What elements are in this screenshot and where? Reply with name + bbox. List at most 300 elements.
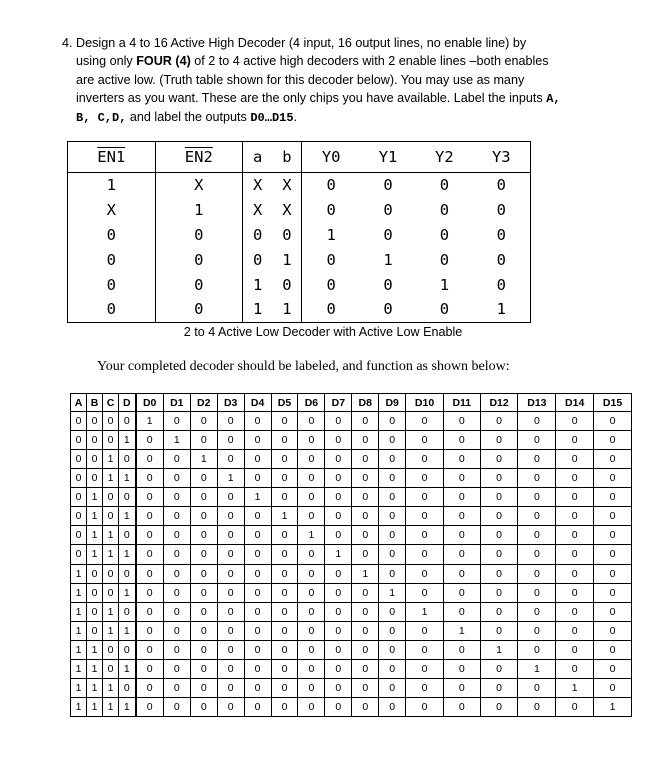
table2-cell: 0	[136, 621, 164, 640]
table2-cell: 0	[217, 621, 244, 640]
table2-cell: 0	[190, 431, 217, 450]
table2-cell: 0	[406, 431, 444, 450]
table1-header-row	[68, 142, 531, 173]
table2-cell: 0	[119, 602, 136, 621]
table2-cell: 0	[556, 564, 594, 583]
table2-cell: 0	[594, 488, 632, 507]
table2-cell: 1	[190, 450, 217, 469]
table2-cell: 0	[406, 488, 444, 507]
table1-cell: 1	[252, 300, 263, 319]
table2-cell: 0	[163, 469, 190, 488]
table1-cell: 0	[326, 250, 336, 269]
table2-cell: 0	[443, 469, 480, 488]
table2-cell: 1	[103, 678, 119, 697]
table2-cell: 1	[119, 507, 136, 526]
header-b: b	[272, 142, 302, 173]
table2-cell: 0	[352, 697, 379, 716]
q-l5-mid: and label the outputs	[126, 110, 251, 125]
table2-cell: 0	[406, 659, 444, 678]
table2-cell: 0	[325, 697, 352, 716]
table2-header-d8: D8	[352, 394, 379, 412]
table2-cell: 0	[594, 602, 632, 621]
table2-cell: 0	[556, 431, 594, 450]
table2-cell: 1	[87, 640, 103, 659]
table2-cell: 0	[325, 488, 352, 507]
table2-cell: 0	[379, 602, 406, 621]
table1-cell: 1	[383, 250, 393, 269]
table1-cell: 0	[155, 272, 243, 297]
table2-cell: 0	[298, 412, 325, 431]
table2-cell: 0	[443, 640, 480, 659]
table2-cell: 0	[594, 583, 632, 602]
table2-cell: 0	[244, 431, 271, 450]
table2-cell: 0	[136, 526, 164, 545]
table2-row	[71, 412, 632, 431]
table2-row	[71, 621, 632, 640]
question-line-4	[62, 89, 602, 108]
table1-cell: 1	[496, 300, 506, 319]
table2-cell: 1	[271, 507, 298, 526]
table2-cell: 1	[87, 545, 103, 564]
table2-cell: 0	[298, 431, 325, 450]
table2-cell: 0	[217, 488, 244, 507]
table2-cell: 1	[71, 621, 87, 640]
table2-cell: 0	[443, 564, 480, 583]
table2-cell: 0	[298, 602, 325, 621]
table1-cell: 0	[383, 201, 393, 220]
table2-header-d0: D0	[136, 394, 164, 412]
table2-cell: 0	[379, 678, 406, 697]
table2-cell: 0	[518, 469, 556, 488]
table2-cell: 1	[87, 697, 103, 716]
table2-row	[71, 602, 632, 621]
table2-row	[71, 640, 632, 659]
table2-cell: 0	[406, 507, 444, 526]
table2-cell: 0	[518, 697, 556, 716]
table2-cell: 0	[271, 431, 298, 450]
table2-cell: 0	[298, 678, 325, 697]
table2-cell: 0	[325, 526, 352, 545]
q-l5-mono2: D0…D15	[250, 111, 294, 126]
table2-cell: 0	[271, 602, 298, 621]
table2-cell: 0	[480, 564, 518, 583]
table2-cell: 0	[518, 507, 556, 526]
table2-cell: 1	[136, 412, 164, 431]
table2-cell: 1	[298, 526, 325, 545]
table2-cell: 0	[556, 450, 594, 469]
table2-cell: 0	[103, 583, 119, 602]
table2-cell: 1	[87, 659, 103, 678]
table1-cell: 0	[383, 275, 393, 294]
table2-cell: 0	[244, 678, 271, 697]
table2-cell: 1	[71, 697, 87, 716]
table2-cell: 0	[518, 488, 556, 507]
table2-header-d3: D3	[217, 394, 244, 412]
table2-cell: 0	[379, 526, 406, 545]
table1-cell: 0	[383, 176, 393, 195]
q-l5-end: .	[293, 110, 298, 125]
table1-cell: X	[252, 176, 263, 195]
table2-cell: 0	[379, 545, 406, 564]
table2-cell: 0	[298, 564, 325, 583]
table2-cell: 1	[71, 678, 87, 697]
table2-cell: 0	[352, 678, 379, 697]
header-a: a	[243, 142, 273, 173]
table2-cell: 1	[119, 469, 136, 488]
table2-row	[71, 488, 632, 507]
table2-cell: 0	[298, 469, 325, 488]
table2-cell: 1	[325, 545, 352, 564]
table1-row	[68, 198, 531, 223]
table2-cell: 0	[163, 697, 190, 716]
table2-cell: 0	[217, 412, 244, 431]
table2-header-b: B	[87, 394, 103, 412]
table2-cell: 0	[406, 583, 444, 602]
table2-row	[71, 450, 632, 469]
table2-cell: 1	[119, 583, 136, 602]
decoder-2to4-truth-table	[67, 141, 531, 323]
table2-cell: 1	[103, 450, 119, 469]
table2-cell: 0	[406, 697, 444, 716]
decoder-4to16-truth-table	[70, 393, 632, 717]
table2-header-d1: D1	[163, 394, 190, 412]
table2-cell: 1	[244, 488, 271, 507]
table2-cell: 0	[190, 412, 217, 431]
table2-cell: 0	[443, 488, 480, 507]
table1-row	[68, 173, 531, 198]
table2-cell: 0	[163, 583, 190, 602]
table1-cell: 0	[68, 272, 156, 297]
table2-cell: 0	[352, 412, 379, 431]
table2-cell: 0	[190, 488, 217, 507]
table2-cell: 1	[379, 583, 406, 602]
table2-cell: 0	[87, 621, 103, 640]
table2-cell: 0	[190, 678, 217, 697]
table2-cell: 0	[87, 564, 103, 583]
table2-cell: 1	[71, 583, 87, 602]
table2-cell: 0	[87, 412, 103, 431]
table2-cell: 0	[136, 659, 164, 678]
table2-cell: 0	[271, 412, 298, 431]
table2-cell: 0	[556, 659, 594, 678]
question-line-1	[62, 34, 602, 52]
table1-cell: 0	[326, 300, 336, 319]
table1-cell: 0	[68, 247, 156, 272]
table2-cell: 0	[325, 659, 352, 678]
table2-row	[71, 583, 632, 602]
table2-cell: 1	[594, 697, 632, 716]
table1-cell: 0	[496, 275, 506, 294]
table2-cell: 0	[556, 507, 594, 526]
table2-cell: 0	[244, 469, 271, 488]
table2-cell: 0	[352, 450, 379, 469]
table2-cell: 0	[379, 697, 406, 716]
table2-header-d: D	[119, 394, 136, 412]
table2-cell: 0	[298, 545, 325, 564]
table2-cell: 1	[119, 659, 136, 678]
table2-cell: 1	[119, 431, 136, 450]
table2-cell: 0	[480, 659, 518, 678]
table2-cell: 0	[594, 412, 632, 431]
table2-cell: 0	[406, 526, 444, 545]
table2-cell: 0	[325, 583, 352, 602]
table1-cell: 0	[252, 225, 263, 244]
table2-row	[71, 526, 632, 545]
table2-cell: 0	[594, 621, 632, 640]
table2-cell: 0	[119, 488, 136, 507]
table2-cell: 0	[298, 583, 325, 602]
table2-header-d9: D9	[379, 394, 406, 412]
table2-cell: 0	[594, 659, 632, 678]
table2-cell: 0	[518, 602, 556, 621]
table2-cell: 0	[406, 621, 444, 640]
header-en2: EN2	[155, 142, 243, 173]
table2-cell: 0	[136, 507, 164, 526]
question-line-2	[62, 52, 602, 70]
table2-cell: 0	[103, 431, 119, 450]
table2-cell: 1	[443, 621, 480, 640]
table2-cell: 0	[480, 412, 518, 431]
table2-cell: 0	[163, 545, 190, 564]
table2-header-d14: D14	[556, 394, 594, 412]
table2-cell: 0	[271, 678, 298, 697]
table1-cell: 0	[155, 297, 243, 322]
table2-cell: 0	[163, 640, 190, 659]
table2-cell: 0	[379, 469, 406, 488]
table1-cell: 0	[439, 300, 450, 319]
table2-cell: 0	[244, 640, 271, 659]
table2-cell: 1	[119, 621, 136, 640]
table2-cell: 0	[594, 431, 632, 450]
table2-cell: 0	[325, 564, 352, 583]
table2-header-d10: D10	[406, 394, 444, 412]
table2-cell: 1	[119, 545, 136, 564]
table1-cell: 0	[439, 225, 450, 244]
table2-cell: 0	[217, 678, 244, 697]
table2-cell: 0	[244, 526, 271, 545]
table2-caption: Your completed decoder should be labeled, and function as shown below:	[97, 359, 510, 374]
q-l2-post: of 2 to 4 active high decoders with 2 enable lines –both enables	[190, 54, 549, 69]
table2-cell: 0	[556, 526, 594, 545]
table2-cell: 0	[190, 564, 217, 583]
table2-cell: 0	[217, 583, 244, 602]
table2-cell: 0	[518, 564, 556, 583]
table2-cell: 0	[406, 545, 444, 564]
q-l2-bold: FOUR (4)	[136, 54, 191, 69]
table2-cell: 0	[352, 488, 379, 507]
table2-cell: 0	[163, 507, 190, 526]
table2-row	[71, 564, 632, 583]
table2-cell: 0	[190, 469, 217, 488]
table2-cell: 0	[518, 621, 556, 640]
table2-cell: 0	[379, 431, 406, 450]
table2-header-d6: D6	[298, 394, 325, 412]
q-l4-mono: A,	[546, 91, 561, 106]
q-l3: are active low. (Truth table shown for this decoder below). You may use as many	[76, 72, 525, 87]
table2-cell: 0	[103, 488, 119, 507]
table1-cell: 0	[439, 250, 450, 269]
table2-cell: 0	[71, 545, 87, 564]
table2-cell: 0	[103, 507, 119, 526]
table2-row	[71, 431, 632, 450]
table2-cell: 0	[119, 678, 136, 697]
table2-cell: 1	[103, 697, 119, 716]
table1-cell: 0	[383, 225, 393, 244]
table2-cell: 0	[163, 659, 190, 678]
table2-cell: 0	[244, 697, 271, 716]
table2-cell: 0	[271, 621, 298, 640]
table2-cell: 0	[103, 412, 119, 431]
table2-cell: 0	[190, 640, 217, 659]
table2-cell: 0	[406, 469, 444, 488]
table2-cell: 0	[556, 469, 594, 488]
table2-cell: 0	[271, 450, 298, 469]
table2-cell: 0	[325, 678, 352, 697]
table2-cell: 0	[518, 526, 556, 545]
table2-cell: 0	[406, 564, 444, 583]
table2-cell: 0	[594, 678, 632, 697]
table2-cell: 0	[443, 412, 480, 431]
table1-cell: 1	[155, 198, 243, 223]
table2-cell: 1	[87, 678, 103, 697]
table2-cell: 1	[87, 526, 103, 545]
table2-cell: 0	[406, 412, 444, 431]
table2-cell: 0	[325, 507, 352, 526]
table2-row	[71, 659, 632, 678]
table2-cell: 0	[480, 545, 518, 564]
table2-cell: 1	[119, 697, 136, 716]
table2-cell: 0	[244, 507, 271, 526]
table2-cell: 1	[556, 678, 594, 697]
table2-cell: 0	[217, 545, 244, 564]
table2-header-d15: D15	[594, 394, 632, 412]
table1-cell: 0	[496, 201, 506, 220]
table2-cell: 0	[119, 640, 136, 659]
table2-cell: 0	[217, 602, 244, 621]
table2-cell: 0	[271, 583, 298, 602]
table2-cell: 1	[103, 621, 119, 640]
table2-cell: 0	[518, 450, 556, 469]
table1-row	[68, 272, 531, 297]
header-en1: EN1	[68, 142, 156, 173]
table2-cell: 0	[244, 621, 271, 640]
table2-cell: 0	[379, 640, 406, 659]
table2-cell: 0	[325, 450, 352, 469]
table2-header-d5: D5	[271, 394, 298, 412]
table2-header-a: A	[71, 394, 87, 412]
table2-cell: 0	[217, 659, 244, 678]
table2-cell: 0	[480, 678, 518, 697]
table2-cell: 0	[298, 450, 325, 469]
table2-cell: 0	[190, 602, 217, 621]
table2-cell: 0	[556, 697, 594, 716]
table2-cell: 1	[103, 469, 119, 488]
table2-cell: 1	[103, 602, 119, 621]
table2-cell: 0	[217, 526, 244, 545]
table2-cell: 0	[271, 526, 298, 545]
table1-cell: X	[252, 201, 263, 220]
table2-row	[71, 469, 632, 488]
table1-cell: 1	[252, 275, 263, 294]
table2-cell: 0	[443, 583, 480, 602]
table2-cell: 0	[87, 583, 103, 602]
table2-cell: 0	[556, 640, 594, 659]
table2-cell: 0	[518, 583, 556, 602]
table2-cell: 1	[103, 545, 119, 564]
table2-cell: 0	[556, 488, 594, 507]
table2-cell: 1	[103, 526, 119, 545]
table2-header-d12: D12	[480, 394, 518, 412]
table2-cell: 0	[244, 583, 271, 602]
table2-cell: 0	[325, 602, 352, 621]
table2-cell: 0	[190, 621, 217, 640]
table2-cell: 0	[163, 621, 190, 640]
table1-cell: 0	[68, 223, 156, 248]
table1-cell: 0	[496, 176, 506, 195]
table2-cell: 0	[244, 564, 271, 583]
table2-cell: 0	[136, 469, 164, 488]
table2-cell: 0	[480, 469, 518, 488]
table2-cell: 0	[271, 545, 298, 564]
table2-cell: 0	[406, 678, 444, 697]
table2-cell: 0	[136, 431, 164, 450]
table1-cell: 1	[272, 297, 302, 322]
table2-cell: 0	[556, 602, 594, 621]
table1-row	[68, 297, 531, 322]
table2-cell: 0	[71, 507, 87, 526]
table2-cell: 0	[87, 450, 103, 469]
table2-cell: 0	[443, 602, 480, 621]
table1-cell: 0	[272, 272, 302, 297]
table2-cell: 0	[379, 412, 406, 431]
table2-cell: 0	[103, 640, 119, 659]
table2-cell: 0	[71, 526, 87, 545]
table2-cell: 0	[379, 659, 406, 678]
table2-cell: 0	[71, 450, 87, 469]
table2-cell: 0	[325, 640, 352, 659]
table2-cell: 0	[443, 526, 480, 545]
table2-cell: 0	[352, 640, 379, 659]
table2-cell: 1	[71, 602, 87, 621]
table2-cell: 0	[443, 678, 480, 697]
table2-cell: 0	[271, 488, 298, 507]
table2-cell: 0	[556, 621, 594, 640]
table1-caption: 2 to 4 Active Low Decoder with Active Low Enable	[183, 325, 463, 339]
table2-cell: 0	[480, 602, 518, 621]
table2-cell: 0	[594, 640, 632, 659]
table2-cell: 0	[119, 412, 136, 431]
table2-cell: 1	[71, 640, 87, 659]
table2-cell: 0	[190, 507, 217, 526]
table2-cell: 0	[352, 545, 379, 564]
table2-cell: 0	[298, 697, 325, 716]
table2-header-d2: D2	[190, 394, 217, 412]
table2-cell: 0	[443, 450, 480, 469]
table1-cell: 1	[439, 275, 450, 294]
table2-cell: 0	[244, 412, 271, 431]
table2-cell: 0	[119, 526, 136, 545]
table2-header-d4: D4	[244, 394, 271, 412]
table2-cell: 0	[594, 507, 632, 526]
table1-cell: X	[155, 173, 243, 198]
q-l4-pre: inverters as you want. These are the only chips you have available. Label the inputs	[76, 90, 547, 105]
table2-header-c: C	[103, 394, 119, 412]
table2-cell: 0	[298, 507, 325, 526]
table2-cell: 0	[518, 545, 556, 564]
table2-cell: 0	[594, 469, 632, 488]
table2-cell: 0	[271, 697, 298, 716]
table2-cell: 0	[480, 697, 518, 716]
